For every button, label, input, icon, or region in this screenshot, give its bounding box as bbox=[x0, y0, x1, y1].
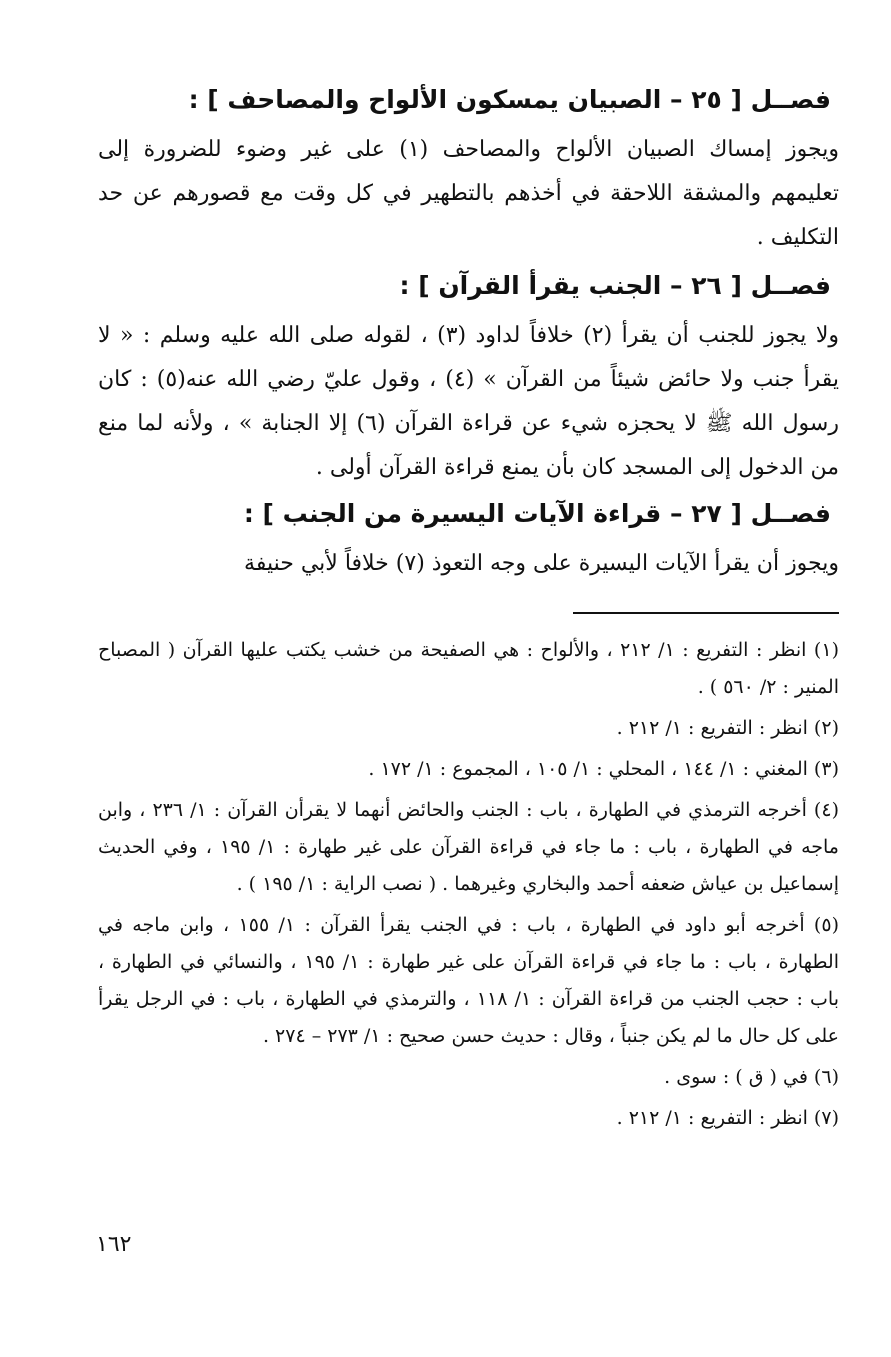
section-heading-26: فصــل [ ٢٦ – الجنب يقرأ القرآن ] : bbox=[399, 271, 831, 300]
footnote-1: (١) انظر : التفريع : ١/ ٢١٢ ، والألواح : هي الصفيحة من خشب يكتب عليها القرآن ( المصباح المنير : ٢/ ٥٦٠ ) . bbox=[98, 639, 839, 698]
section-text-26: ولا يجوز للجنب أن يقرأ (٢) خلافاً لداود (٣) ، لقوله صلى الله عليه وسلم : « لا يقرأ جنب ولا حائض شيئاً من القرآن » (٤) ، وقول عليّ رضي الله عنه(٥) : كان رسول الله ﷺ لا يحجزه شيء عن قراءة القرآن (٦) إلا الجنابة » ، ولأنه لما منع من الدخول إلى المسجد كان بأن يمنع قراءة القرآن أولى . bbox=[98, 323, 839, 480]
section-text-25: ويجوز إمساك الصبيان الألواح والمصاحف (١) على غير وضوء للضرورة إلى تعليمهم والمشقة اللاحقة في أخذهم بالتطهير في كل وقت مع قصورهم عن حد التكليف . bbox=[98, 137, 839, 250]
footnotes bbox=[98, 632, 839, 1137]
footnote-2: (٢) انظر : التفريع : ١/ ٢١٢ . bbox=[616, 717, 839, 739]
section-heading-27: فصــل [ ٢٧ – قراءة الآيات اليسيرة من الجنب ] : bbox=[243, 499, 831, 528]
footnote-6: (٦) في ( ق ) : سوى . bbox=[664, 1066, 839, 1088]
footnote-7: (٧) انظر : التفريع : ١/ ٢١٢ . bbox=[616, 1107, 839, 1129]
footnote-5: (٥) أخرجه أبو داود في الطهارة ، باب : في الجنب يقرأ القرآن : ١/ ١٥٥ ، وابن ماجه في الطهارة ، باب : ما جاء في قراءة القرآن على غير طهارة : ١/ ١٩٥ ، والنسائي في الطهارة ، باب : حجب الجنب من قراءة القرآن : ١/ ١١٨ ، والترمذي في الطهارة ، باب : في الرجل يقرأ على كل حال ما لم يكن جنباً ، وقال : حديث حسن صحيح : ١/ ٢٧٣ – ٢٧٤ . bbox=[98, 914, 839, 1047]
page-number: ١٦٢ bbox=[96, 1232, 132, 1257]
section-heading-25: فصــل [ ٢٥ – الصبيان يمسكون الألواح والمصاحف ] : bbox=[188, 85, 831, 114]
footnote-3: (٣) المغني : ١/ ١٤٤ ، المحلي : ١/ ١٠٥ ، المجموع : ١/ ١٧٢ . bbox=[368, 758, 839, 780]
footnote-4: (٤) أخرجه الترمذي في الطهارة ، باب : الجنب والحائض أنهما لا يقرأن القرآن : ١/ ٢٣٦ ، وابن ماجه في الطهارة ، باب : ما جاء في قراءة القرآن على غير طهارة : ١/ ١٩٥ ، وفي الحديث إسماعيل بن عياش ضعفه أحمد والبخاري وغيرهما . ( نصب الراية : ١/ ١٩٥ ) . bbox=[98, 799, 839, 895]
footnote-separator bbox=[573, 612, 839, 614]
section-text-27: ويجوز أن يقرأ الآيات اليسيرة على وجه التعوذ (٧) خلافاً لأبي حنيفة bbox=[244, 551, 839, 576]
